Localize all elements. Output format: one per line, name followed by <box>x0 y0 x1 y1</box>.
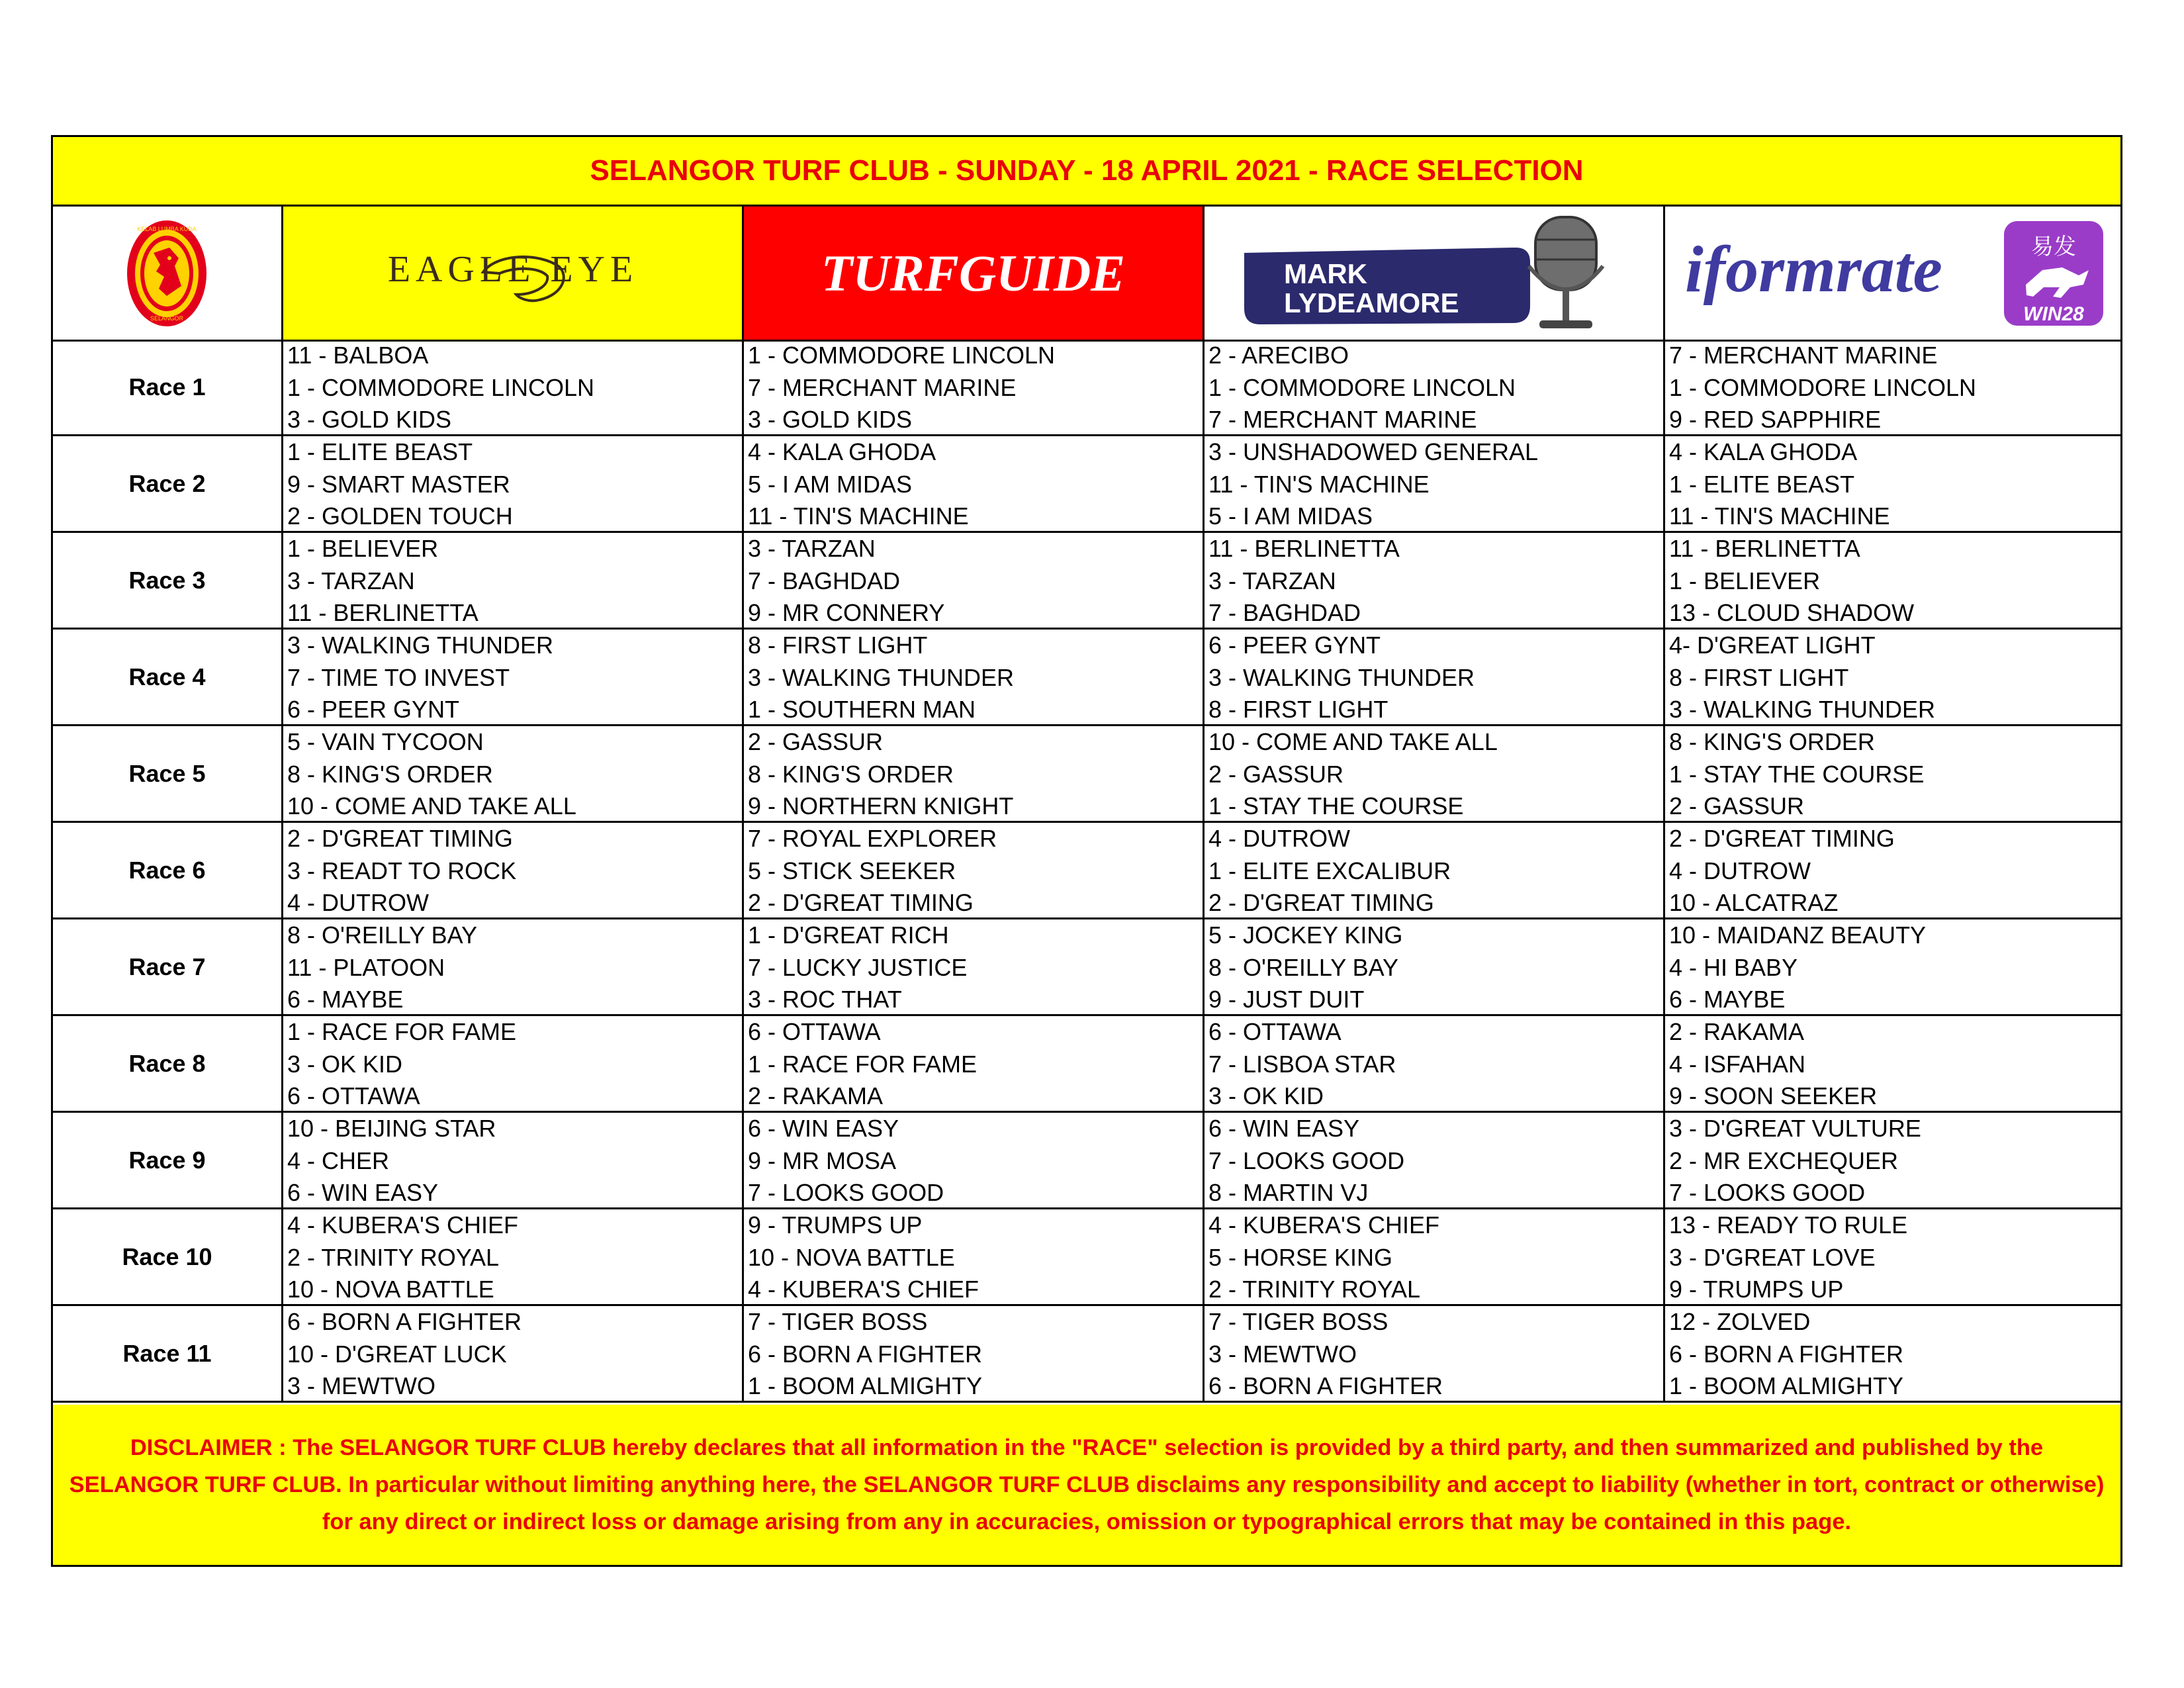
pick-entry: 10 - D'GREAT LUCK <box>287 1340 507 1368</box>
pick-entry: 2 - GOLDEN TOUCH <box>287 502 513 530</box>
pick-entry: 2 - ARECIBO <box>1208 342 1349 369</box>
pick-entry: 9 - SMART MASTER <box>287 470 510 498</box>
race-row <box>53 823 2120 919</box>
tipster-picks-cell <box>1663 1016 2120 1111</box>
mark-line1-text: MARK <box>1284 258 1367 289</box>
tipster-picks-cell <box>742 1113 1203 1207</box>
race-label: Race 8 <box>128 1049 206 1077</box>
tipster-picks-cell <box>281 823 742 917</box>
tipster-picks-cell <box>1203 436 1663 531</box>
pick-entry: 11 - BERLINETTA <box>1208 535 1400 562</box>
pick-entry: 1 - BELIEVER <box>1669 567 1821 594</box>
pick-entry: 6 - OTTAWA <box>287 1082 420 1109</box>
pick-entry: 11 - BALBOA <box>287 342 429 369</box>
win28-badge-chars: 易发 <box>2031 234 2076 260</box>
pick-entry: 4 - KALA GHODA <box>748 438 936 465</box>
tipster-picks-cell <box>1203 1016 1663 1111</box>
disclaimer <box>53 1405 2120 1565</box>
tipster-picks-cell <box>281 726 742 821</box>
pick-entry: 1 - STAY THE COURSE <box>1208 792 1464 820</box>
pick-entry: 5 - I AM MIDAS <box>748 470 913 498</box>
pick-entry: 5 - HORSE KING <box>1208 1243 1393 1271</box>
pick-entry: 1 - BELIEVER <box>287 535 439 562</box>
turfguide-logo-text: TURFGUIDE <box>821 244 1126 302</box>
pick-entry: 2 - D'GREAT TIMING <box>1208 889 1434 916</box>
pick-entry: 3 - UNSHADOWED GENERAL <box>1208 438 1539 465</box>
pick-entry: 10 - NOVA BATTLE <box>748 1243 955 1271</box>
tipster-picks-cell <box>1203 919 1663 1014</box>
pick-entry: 2 - RAKAMA <box>748 1082 884 1109</box>
race-row <box>53 1209 2120 1306</box>
pick-entry: 7 - BAGHDAD <box>748 567 901 594</box>
pick-entry: 6 - WIN EASY <box>287 1179 439 1206</box>
win28-badge <box>2004 221 2103 326</box>
tipster-picks-cell <box>281 1209 742 1304</box>
pick-entry: 3 - TARZAN <box>287 567 415 594</box>
pick-entry: 7 - ROYAL EXPLORER <box>748 825 997 852</box>
pick-entry: 5 - VAIN TYCOON <box>287 728 484 755</box>
pick-entry: 8 - FIRST LIGHT <box>1208 696 1388 723</box>
pick-entry: 6 - MAYBE <box>1669 986 1786 1013</box>
pick-entry: 3 - OK KID <box>1208 1082 1324 1109</box>
tipster-picks-cell <box>1203 533 1663 628</box>
pick-entry: 2 - TRINITY ROYAL <box>287 1243 500 1271</box>
pick-entry: 4- D'GREAT LIGHT <box>1669 632 1876 659</box>
pick-entry: 2 - GASSUR <box>748 728 884 755</box>
pick-entry: 1 - COMMODORE LINCOLN <box>1208 373 1516 401</box>
pick-entry: 5 - I AM MIDAS <box>1208 502 1373 530</box>
race-label: Race 3 <box>128 566 206 594</box>
pick-entry: 6 - PEER GYNT <box>1208 632 1381 659</box>
pick-entry: 3 - ROC THAT <box>748 986 902 1013</box>
pick-entry: 7 - BAGHDAD <box>1208 599 1361 626</box>
pick-entry: 6 - WIN EASY <box>748 1115 899 1142</box>
race-label: Race 2 <box>128 469 206 497</box>
pick-entry: 8 - FIRST LIGHT <box>1669 663 1849 691</box>
race-label: Race 5 <box>128 759 206 787</box>
pick-entry: 8 - O'REILLY BAY <box>287 921 477 949</box>
tipster-picks-cell <box>1663 823 2120 917</box>
pick-entry: 3 - READT TO ROCK <box>287 857 517 884</box>
pick-entry: 9 - JUST DUIT <box>1208 986 1365 1013</box>
race-table <box>53 340 2120 1403</box>
pick-entry: 6 - BORN A FIGHTER <box>748 1340 983 1368</box>
pick-entry: 7 - LOOKS GOOD <box>748 1179 944 1206</box>
eagle-eye-text: EAGLE EYE <box>387 248 638 290</box>
race-row <box>53 630 2120 726</box>
emblem-ring-bottom-text: SELANGOR <box>150 315 184 322</box>
mark-line2-text: LYDEAMORE <box>1284 287 1459 318</box>
tipster-picks-cell <box>742 1016 1203 1111</box>
pick-entry: 1 - RACE FOR FAME <box>287 1018 517 1045</box>
turfguide-logo-cell <box>742 207 1203 340</box>
pick-entry: 1 - STAY THE COURSE <box>1669 760 1925 788</box>
mark-lydeamore-logo-cell <box>1203 207 1663 340</box>
tipster-picks-cell <box>1663 436 2120 531</box>
tipster-picks-cell <box>1203 1306 1663 1401</box>
pick-entry: 2 - GASSUR <box>1208 760 1344 788</box>
pick-entry: 9 - NORTHERN KNIGHT <box>748 792 1014 820</box>
mark-lydeamore-logo <box>1205 207 1663 340</box>
tipster-picks-cell <box>1663 1209 2120 1304</box>
pick-entry: 5 - JOCKEY KING <box>1208 921 1403 949</box>
pick-entry: 1 - RACE FOR FAME <box>748 1050 978 1078</box>
pick-entry: 6 - OTTAWA <box>1208 1018 1342 1045</box>
pick-entry: 3 - TARZAN <box>748 535 876 562</box>
tipster-picks-cell <box>281 436 742 531</box>
pick-entry: 4 - KUBERA'S CHIEF <box>748 1276 979 1303</box>
pick-entry: 2 - D'GREAT TIMING <box>1669 825 1895 852</box>
pick-entry: 8 - KING'S ORDER <box>748 760 954 788</box>
pick-entry: 3 - OK KID <box>287 1050 403 1078</box>
pick-entry: 7 - TIME TO INVEST <box>287 663 510 691</box>
pick-entry: 1 - D'GREAT RICH <box>748 921 949 949</box>
pick-entry: 4 - DUTROW <box>1208 825 1350 852</box>
pick-entry: 8 - O'REILLY BAY <box>1208 953 1398 981</box>
tipster-picks-cell <box>1203 726 1663 821</box>
pick-entry: 8 - KING'S ORDER <box>1669 728 1875 755</box>
tipster-picks-cell <box>1663 340 2120 434</box>
pick-entry: 9 - TRUMPS UP <box>748 1211 923 1239</box>
pick-entry: 7 - TIGER BOSS <box>1208 1308 1388 1335</box>
pick-entry: 6 - BORN A FIGHTER <box>287 1308 522 1335</box>
tipster-picks-cell <box>1663 1113 2120 1207</box>
tipster-picks-cell <box>742 823 1203 917</box>
tipster-picks-cell <box>281 1113 742 1207</box>
tipster-picks-cell <box>742 340 1203 434</box>
race-label: Race 7 <box>128 953 206 980</box>
pick-entry: 10 - BEIJING STAR <box>287 1115 496 1142</box>
tipster-picks-cell <box>1663 726 2120 821</box>
tipster-picks-cell <box>1203 823 1663 917</box>
pick-entry: 11 - TIN'S MACHINE <box>748 502 969 530</box>
race-row <box>53 1306 2120 1403</box>
race-selection-sheet <box>51 135 2122 1567</box>
disclaimer-text: DISCLAIMER : The SELANGOR TURF CLUB hereby declares that all information in the "RACE" selection is provided by a third party, and then summarized and published by the SELANGOR TURF CLUB. In particular without limiting anything here, the SELANGOR TURF CLUB disclaims any responsibility and accept to liability (whether in tort, contract or otherwise) for any direct or indirect loss or damage arising from any in accuracies, omission or typographical errors that may be contained in this page. <box>69 1435 2105 1534</box>
pick-entry: 11 - BERLINETTA <box>287 599 478 626</box>
pick-entry: 3 - MEWTWO <box>287 1372 435 1399</box>
pick-entry: 4 - KUBERA'S CHIEF <box>287 1211 518 1239</box>
pick-entry: 1 - BOOM ALMIGHTY <box>748 1372 983 1399</box>
pick-entry: 8 - MARTIN VJ <box>1208 1179 1369 1206</box>
pick-entry: 3 - D'GREAT LOVE <box>1669 1243 1876 1271</box>
pick-entry: 6 - OTTAWA <box>748 1018 881 1045</box>
tipster-picks-cell <box>1203 1113 1663 1207</box>
pick-entry: 7 - LOOKS GOOD <box>1208 1147 1405 1174</box>
pick-entry: 7 - TIGER BOSS <box>748 1308 928 1335</box>
tipster-picks-cell <box>1203 1209 1663 1304</box>
pick-entry: 9 - TRUMPS UP <box>1669 1276 1844 1303</box>
pick-entry: 11 - BERLINETTA <box>1669 535 1860 562</box>
pick-entry: 3 - WALKING THUNDER <box>1669 696 1936 723</box>
pick-entry: 13 - READY TO RULE <box>1669 1211 1908 1239</box>
pick-entry: 4 - KALA GHODA <box>1669 438 1858 465</box>
pick-entry: 10 - COME AND TAKE ALL <box>1208 728 1498 755</box>
pick-entry: 9 - RED SAPPHIRE <box>1669 406 1882 433</box>
tipster-picks-cell <box>1203 340 1663 434</box>
tipster-picks-cell <box>281 1016 742 1111</box>
tipster-picks-cell <box>1663 919 2120 1014</box>
pick-entry: 6 - BORN A FIGHTER <box>1208 1372 1443 1399</box>
pick-entry: 9 - SOON SEEKER <box>1669 1082 1878 1109</box>
pick-entry: 6 - BORN A FIGHTER <box>1669 1340 1904 1368</box>
tipster-picks-cell <box>742 533 1203 628</box>
pick-entry: 9 - MR MOSA <box>748 1147 897 1174</box>
race-row <box>53 533 2120 630</box>
pick-entry: 3 - GOLD KIDS <box>287 406 452 433</box>
pick-entry: 3 - WALKING THUNDER <box>287 632 554 659</box>
pick-entry: 9 - MR CONNERY <box>748 599 945 626</box>
pick-entry: 2 - MR EXCHEQUER <box>1669 1147 1899 1174</box>
pick-entry: 8 - FIRST LIGHT <box>748 632 928 659</box>
tipster-picks-cell <box>1663 630 2120 724</box>
race-row <box>53 1016 2120 1113</box>
race-row <box>53 1113 2120 1209</box>
pick-entry: 1 - ELITE BEAST <box>1669 470 1855 498</box>
eagle-eye-logo-cell <box>281 207 742 340</box>
tipster-picks-cell <box>742 630 1203 724</box>
pick-entry: 3 - WALKING THUNDER <box>1208 663 1475 691</box>
tipster-picks-cell <box>742 1306 1203 1401</box>
pick-entry: 1 - ELITE EXCALIBUR <box>1208 857 1451 884</box>
iformrate-logo <box>1665 207 2120 340</box>
pick-entry: 12 - ZOLVED <box>1669 1308 1811 1335</box>
tipster-picks-cell <box>281 533 742 628</box>
pick-entry: 2 - D'GREAT TIMING <box>287 825 513 852</box>
pick-entry: 2 - TRINITY ROYAL <box>1208 1276 1421 1303</box>
pick-entry: 10 - ALCATRAZ <box>1669 889 1839 916</box>
pick-entry: 13 - CLOUD SHADOW <box>1669 599 1915 626</box>
pick-entry: 1 - COMMODORE LINCOLN <box>1669 373 1977 401</box>
tipster-picks-cell <box>281 1306 742 1401</box>
pick-entry: 3 - D'GREAT VULTURE <box>1669 1115 1921 1142</box>
pick-entry: 11 - TIN'S MACHINE <box>1208 470 1430 498</box>
tipster-picks-cell <box>742 726 1203 821</box>
emblem-ring-top-text: KELAB LUMBA KUDA <box>137 226 197 232</box>
pick-entry: 4 - DUTROW <box>1669 857 1811 884</box>
pick-entry: 1 - BOOM ALMIGHTY <box>1669 1372 1904 1399</box>
pick-entry: 4 - ISFAHAN <box>1669 1050 1806 1078</box>
pick-entry: 1 - COMMODORE LINCOLN <box>748 342 1056 369</box>
tipster-picks-cell <box>742 919 1203 1014</box>
pick-entry: 10 - MAIDANZ BEAUTY <box>1669 921 1927 949</box>
microphone-icon <box>1529 217 1603 328</box>
tipster-picks-cell <box>281 340 742 434</box>
pick-entry: 7 - MERCHANT MARINE <box>1208 406 1477 433</box>
pick-entry: 2 - GASSUR <box>1669 792 1805 820</box>
pick-entry: 10 - NOVA BATTLE <box>287 1276 494 1303</box>
pick-entry: 2 - D'GREAT TIMING <box>748 889 974 916</box>
iformrate-text: iformrate <box>1685 232 1942 306</box>
tipster-picks-cell <box>281 919 742 1014</box>
pick-entry: 4 - HI BABY <box>1669 953 1798 981</box>
tipster-picks-cell <box>742 436 1203 531</box>
pick-entry: 7 - LISBOA STAR <box>1208 1050 1396 1078</box>
pick-entry: 6 - WIN EASY <box>1208 1115 1360 1142</box>
race-label: Race 9 <box>128 1146 206 1174</box>
pick-entry: 7 - MERCHANT MARINE <box>748 373 1017 401</box>
tipster-picks-cell <box>281 630 742 724</box>
tipster-picks-cell <box>1663 533 2120 628</box>
pick-entry: 6 - MAYBE <box>287 986 404 1013</box>
race-label: Race 6 <box>128 856 206 884</box>
tipster-picks-cell <box>742 1209 1203 1304</box>
race-row <box>53 340 2120 436</box>
pick-entry: 4 - CHER <box>287 1147 390 1174</box>
pick-entry: 8 - KING'S ORDER <box>287 760 493 788</box>
win28-badge-text: WIN28 <box>2023 303 2084 325</box>
pick-entry: 1 - COMMODORE LINCOLN <box>287 373 595 401</box>
pick-entry: 2 - RAKAMA <box>1669 1018 1805 1045</box>
selangor-turf-club-emblem-icon <box>53 207 281 340</box>
pick-entry: 7 - LUCKY JUSTICE <box>748 953 968 981</box>
club-logo-cell <box>53 207 281 340</box>
pick-entry: 5 - STICK SEEKER <box>748 857 956 884</box>
eagle-eye-logo <box>341 220 685 326</box>
pick-entry: 3 - WALKING THUNDER <box>748 663 1015 691</box>
pick-entry: 3 - TARZAN <box>1208 567 1336 594</box>
pick-entry: 3 - GOLD KIDS <box>748 406 913 433</box>
pick-entry: 11 - TIN'S MACHINE <box>1669 502 1890 530</box>
pick-entry: 7 - MERCHANT MARINE <box>1669 342 1938 369</box>
pick-entry: 4 - KUBERA'S CHIEF <box>1208 1211 1439 1239</box>
race-row <box>53 726 2120 823</box>
pick-entry: 4 - DUTROW <box>287 889 429 916</box>
iformrate-logo-cell <box>1663 207 2120 340</box>
pick-entry: 3 - MEWTWO <box>1208 1340 1357 1368</box>
race-row <box>53 436 2120 533</box>
tipster-logo-row <box>53 207 2120 342</box>
race-label: Race 4 <box>128 663 206 690</box>
pick-entry: 7 - LOOKS GOOD <box>1669 1179 1866 1206</box>
pick-entry: 10 - COME AND TAKE ALL <box>287 792 576 820</box>
pick-entry: 11 - PLATOON <box>287 953 445 981</box>
pick-entry: 1 - SOUTHERN MAN <box>748 696 976 723</box>
tipster-picks-cell <box>1663 1306 2120 1401</box>
race-label: Race 11 <box>122 1339 212 1367</box>
race-label: Race 1 <box>128 373 206 400</box>
tipster-picks-cell <box>1203 630 1663 724</box>
pick-entry: 1 - ELITE BEAST <box>287 438 473 465</box>
race-row <box>53 919 2120 1016</box>
race-label: Race 10 <box>122 1243 212 1270</box>
page-title: SELANGOR TURF CLUB - SUNDAY - 18 APRIL 2021 - RACE SELECTION <box>53 137 2120 207</box>
pick-entry: 6 - PEER GYNT <box>287 696 460 723</box>
